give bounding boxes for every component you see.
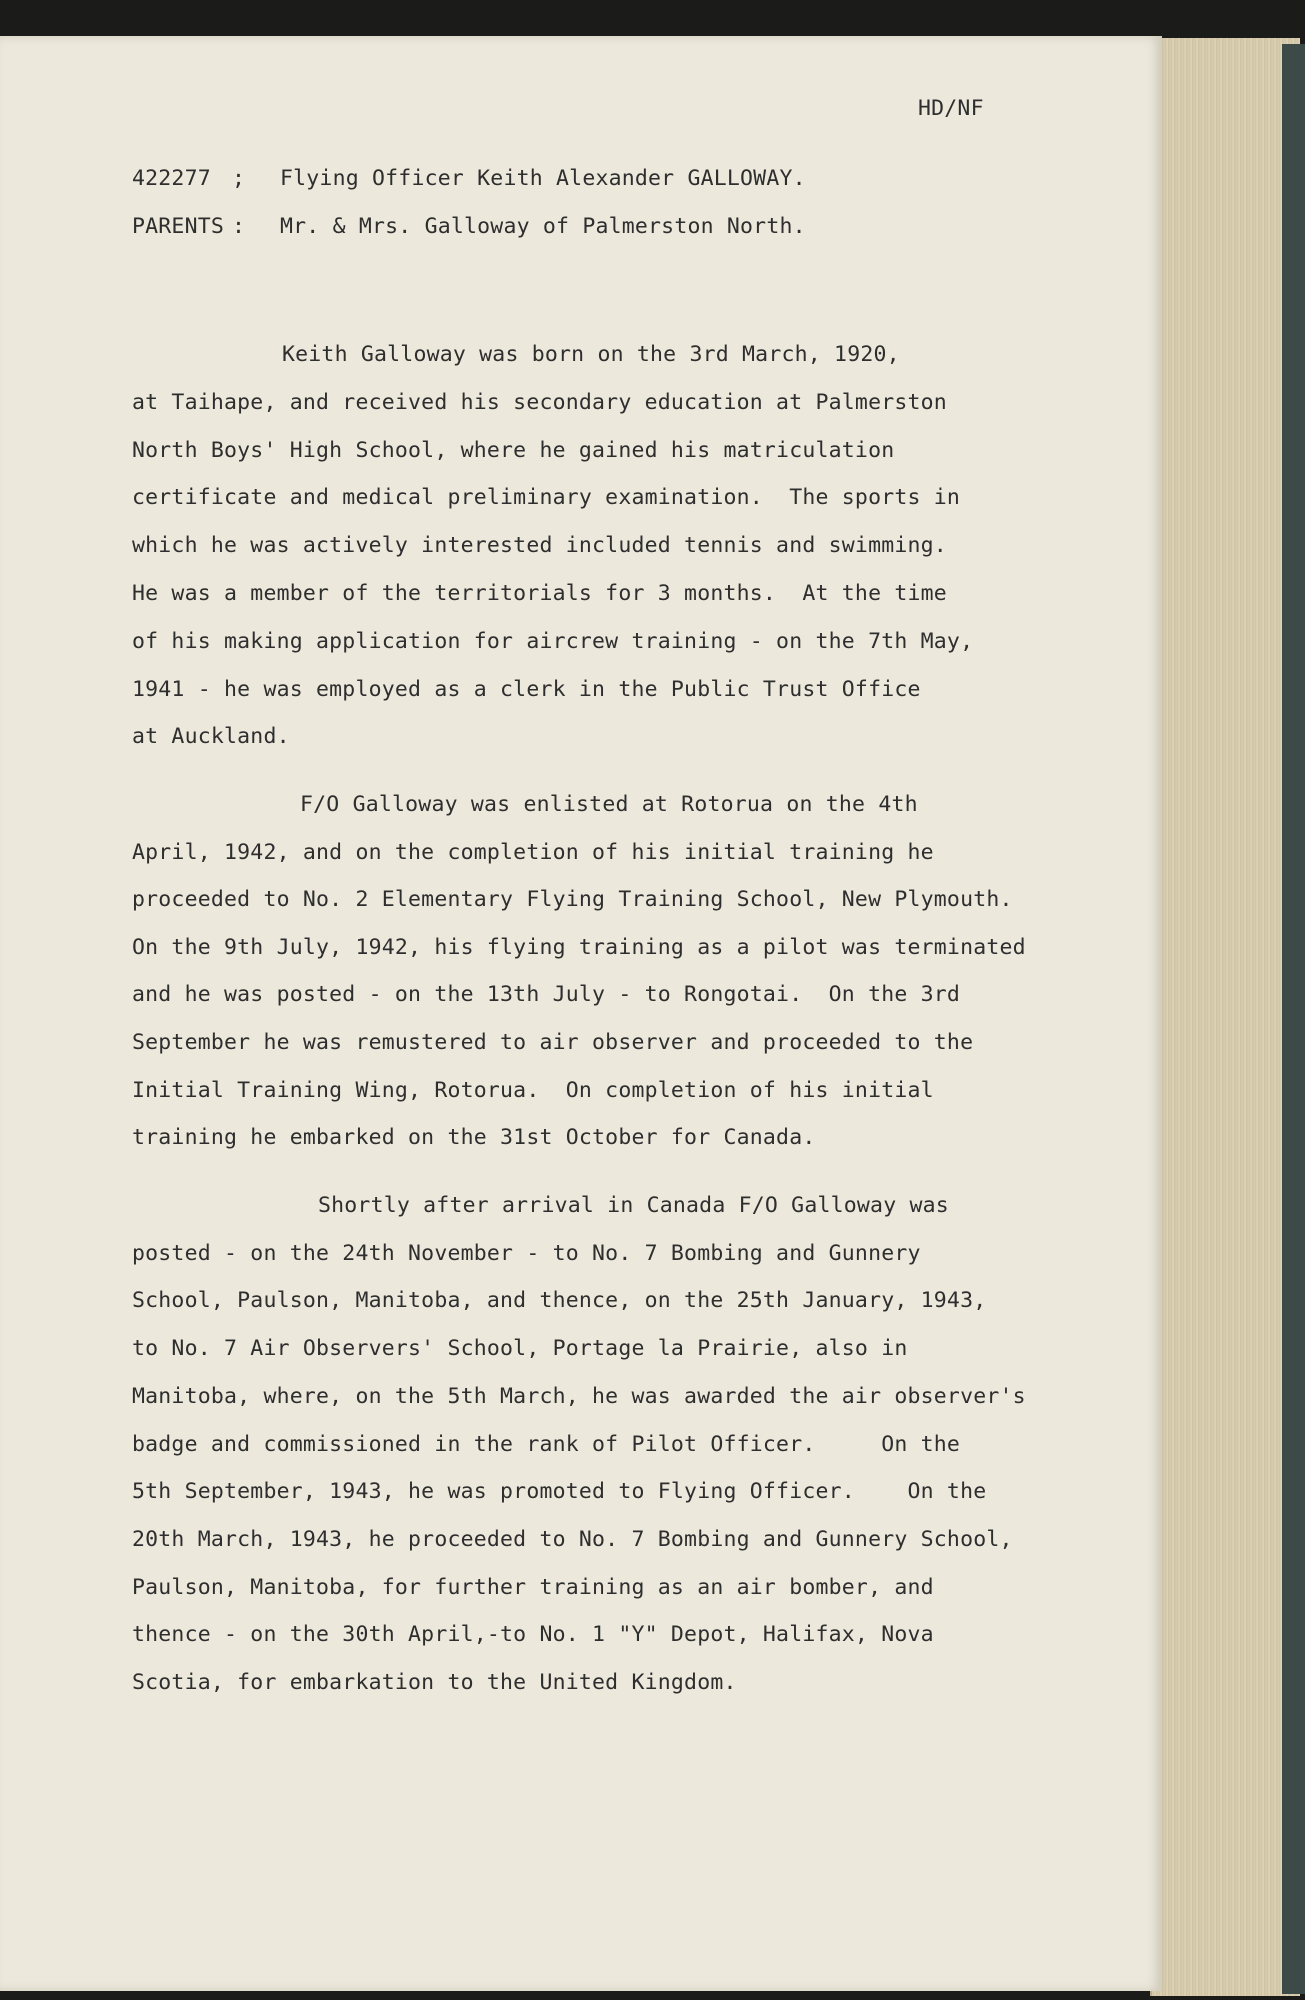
parents-label: PARENTS (132, 214, 225, 239)
text-line: and he was posted - on the 13th July - to Rongotai. On the 3rd (132, 982, 961, 1008)
document-page (0, 36, 1162, 1991)
text-line: Shortly after arrival in Canada F/O Galloway was (318, 1193, 949, 1218)
text-line: F/O Galloway was enlisted at Rotorua on the 4th (300, 792, 918, 817)
text-line: Initial Training Wing, Rotorua. On completion of his initial (132, 1077, 934, 1103)
text-line: He was a member of the territorials for 3 months. At the time (132, 581, 947, 606)
text-line: April, 1942, and on the completion of his initial training he (132, 839, 934, 865)
text-line: thence - on the 30th April,-to No. 1 "Y" Depot, Halifax, Nova (132, 1622, 934, 1648)
officer-name: Flying Officer Keith Alexander GALLOWAY. (280, 166, 806, 191)
text-line: which he was actively interested included tennis and swimming. (132, 533, 947, 559)
text-line: certificate and medical preliminary examination. The sports in (132, 485, 961, 511)
text-line: training he embarked on the 31st October for Canada. (132, 1125, 816, 1151)
book-page-edges (1150, 38, 1300, 1996)
text-line: North Boys' High School, where he gained his matriculation (132, 437, 895, 463)
text-line: 5th September, 1943, he was promoted to Flying Officer. On the (132, 1479, 987, 1505)
text-line: Manitoba, where, on the 5th March, he was awarded the air observer's (132, 1383, 1026, 1409)
text-line: of his making application for aircrew training - on the 7th May, (132, 628, 974, 654)
text-line: On the 9th July, 1942, his flying training as a pilot was terminated (132, 934, 1026, 960)
text-line: Keith Galloway was born on the 3rd March, 1920, (282, 342, 900, 367)
parents-separator: : (232, 214, 246, 239)
book-cover-edge (1282, 44, 1305, 1994)
text-line: at Auckland. (132, 724, 290, 750)
text-line: 20th March, 1943, he proceeded to No. 7 Bombing and Gunnery School, (132, 1526, 1013, 1552)
parents-value: Mr. & Mrs. Galloway of Palmerston North. (280, 214, 806, 239)
text-line: badge and commissioned in the rank of Pilot Officer. On the (132, 1431, 961, 1457)
text-line: Paulson, Manitoba, for further training as an air bomber, and (132, 1574, 934, 1600)
reference-code: HD/NF (918, 96, 984, 121)
service-number: 422277 (132, 166, 211, 191)
text-line: proceeded to No. 2 Elementary Flying Training School, New Plymouth. (132, 887, 1013, 913)
text-line: 1941 - he was employed as a clerk in the Public Trust Office (132, 676, 921, 702)
text-line: September he was remustered to air observer and proceeded to the (132, 1030, 974, 1055)
text-line: Scotia, for embarkation to the United Kingdom. (132, 1670, 737, 1695)
text-line: posted - on the 24th November - to No. 7 Bombing and Gunnery (132, 1240, 921, 1266)
service-number-separator: ; (232, 166, 246, 191)
text-line: to No. 7 Air Observers' School, Portage la Prairie, also in (132, 1336, 908, 1362)
text-line: at Taihape, and received his secondary education at Palmerston (132, 389, 947, 415)
text-line: School, Paulson, Manitoba, and thence, on the 25th January, 1943, (132, 1288, 987, 1314)
